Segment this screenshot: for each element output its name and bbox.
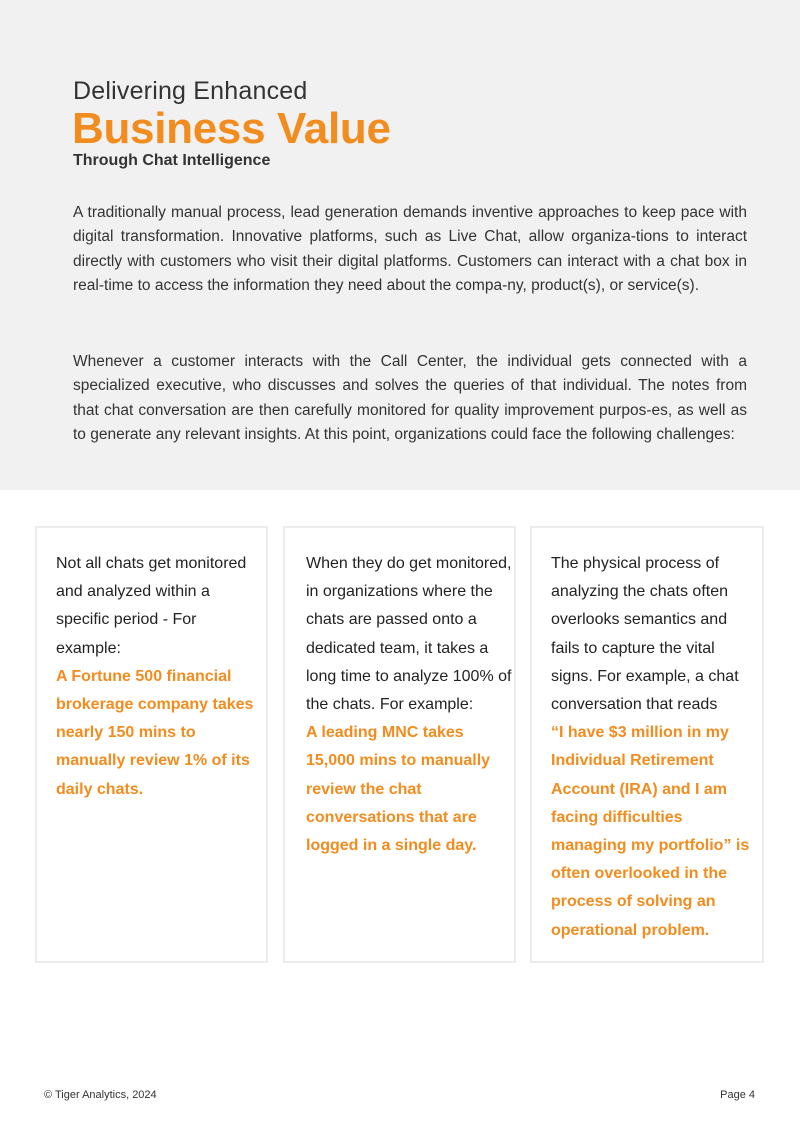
challenge-text: When they do get monitored, in organizations where the chats are passed onto a dedicated team, it takes a long time to analyze 100% of the chats. For example:: [306, 555, 512, 714]
challenge-text: Not all chats get monitored and analyzed within a specific period - For example:: [56, 555, 247, 657]
challenge-highlight: A leading MNC takes 15,000 mins to manually review the chat conversations that are logged in a single day.: [306, 724, 491, 855]
context-paragraph: Whenever a customer interacts with the Call Center, the individual gets connected with a specialized executive, who discusses and solves the queries of that individual. The notes from that chat conversation are then carefully monitored for quality improvement purpos-es, as well as to generate any relevant insights. At this point, organizations could face the following challenges:: [73, 353, 747, 443]
footer-page-number: Page 4: [720, 1089, 755, 1101]
challenge-card-body: [306, 550, 512, 860]
footer-copyright: © Tiger Analytics, 2024: [44, 1089, 157, 1101]
challenge-card-body: [551, 550, 756, 945]
challenge-card-body: [56, 550, 260, 804]
challenge-card-1: [35, 526, 268, 963]
page-subtitle: Through Chat Intelligence: [73, 152, 271, 169]
challenge-text: The physical process of analyzing the chats often overlooks semantics and fails to capture the vital signs. For example, a chat conversation that reads: [551, 555, 739, 714]
intro-paragraph: A traditionally manual process, lead generation demands inventive approaches to keep pace with digital transformation. Innovative platforms, such as Live Chat, allow organiza-tions to interact directly with customers who visit their digital platforms. Customers can interact with a chat box in real-time to access the information they need about the compa-ny, product(s), or service(s).: [73, 204, 747, 294]
challenge-card-3: [530, 526, 764, 963]
challenge-highlight: A Fortune 500 financial brokerage company takes nearly 150 mins to manually review 1% of its daily chats.: [56, 667, 254, 798]
challenge-highlight: “I have $3 million in my Individual Retirement Account (IRA) and I am facing difficulties managing my portfolio” is often overlooked in the process of solving an operational problem.: [551, 724, 750, 939]
page-title: Business Value: [72, 104, 391, 153]
page-kicker: Delivering Enhanced: [73, 77, 308, 105]
challenge-card-2: [283, 526, 516, 963]
